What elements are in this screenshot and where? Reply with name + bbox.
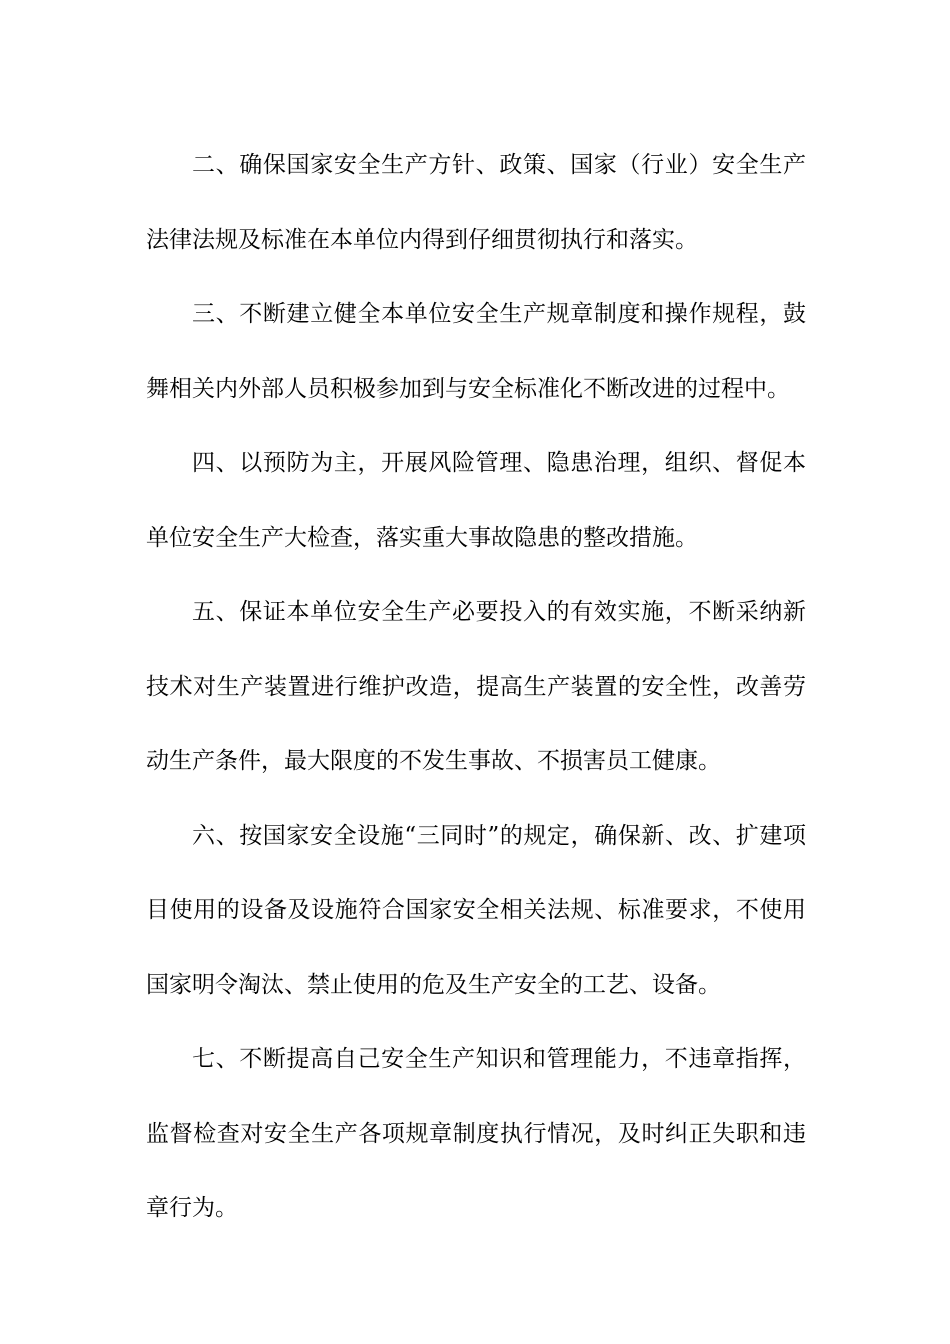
paragraph-2: 二、确保国家安全生产方针、政策、国家（行业）安全生产法律法规及标准在本单位内得到仔细贯彻执行和落实。 (146, 152, 806, 253)
document-body (146, 128, 806, 1246)
paragraph-3: 三、不断建立健全本单位安全生产规章制度和操作规程，鼓舞相关内外部人员积极参加到与安全标准化不断改进的过程中。 (146, 301, 806, 402)
paragraph-5: 五、保证本单位安全生产必要投入的有效实施，不断采纳新技术对生产装置进行维护改造，提高生产装置的安全性，改善劳动生产条件，最大限度的不发生事故、不损害员工健康。 (146, 599, 806, 774)
paragraph-6: 六、按国家安全设施“三同时”的规定，确保新、改、扩建项目使用的设备及设施符合国家安全相关法规、标准要求，不使用国家明令淘汰、禁止使用的危及生产安全的工艺、设备。 (146, 822, 806, 998)
paragraph-4: 四、以预防为主，开展风险管理、隐患治理，组织、督促本单位安全生产大检查，落实重大事故隐患的整改措施。 (146, 450, 806, 551)
paragraph-7: 七、不断提高自己安全生产知识和管理能力，不违章指挥，监督检查对安全生产各项规章制度执行情况，及时纠正失职和违章行为。 (146, 1046, 806, 1221)
